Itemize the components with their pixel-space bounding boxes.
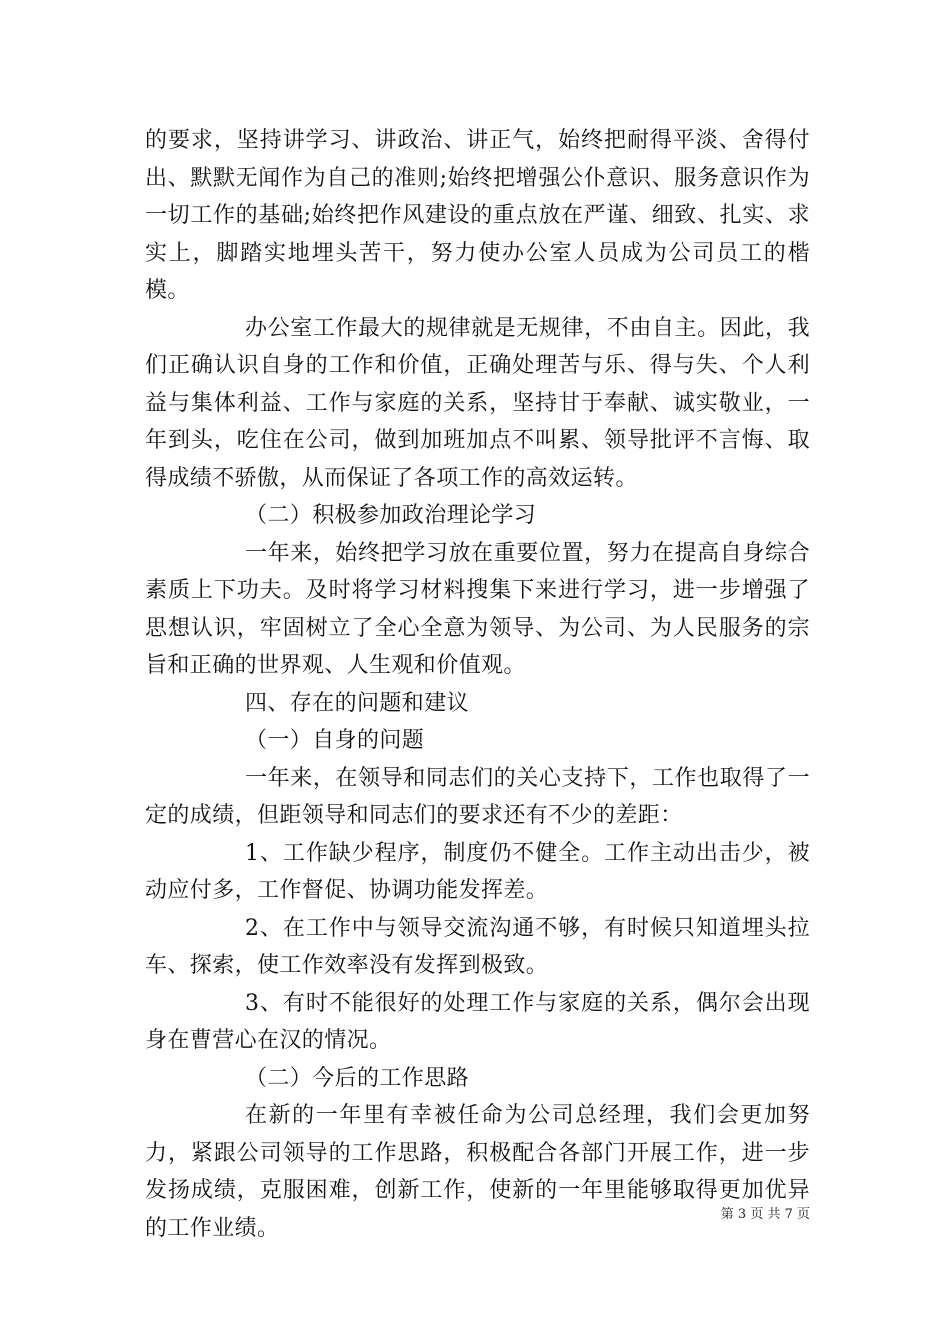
- paragraph: 在新的一年里有幸被任命为公司总经理，我们会更加努力，紧跟公司领导的工作思路，积极配合各部门开展工作，进一步发扬成绩，克服困难，创新工作，使新的一年里能够取得更加优异的工作业绩。: [145, 1103, 810, 1241]
- list-item: 3、有时不能很好的处理工作与家庭的关系，偶尔会出现身在曹营心在汉的情况。: [145, 990, 810, 1053]
- section-heading: （一）自身的问题: [245, 728, 425, 753]
- paragraph: 的要求，坚持讲学习、讲政治、讲正气，始终把耐得平淡、舍得付出、默默无闻作为自己的准则;始终把增强公仆意识、服务意识作为一切工作的基础;始终把作风建设的重点放在严谨、细致、扎实、求实上，脚踏实地埋头苦干，努力使办公室人员成为公司员工的楷模。: [145, 128, 810, 303]
- section-heading: （二）今后的工作思路: [245, 1065, 470, 1091]
- paragraph: 办公室工作最大的规律就是无规律，不由自主。因此，我们正确认识自身的工作和价值，正确处理苦与乐、得与失、个人利益与集体利益、工作与家庭的关系，坚持甘于奉献、诚实敬业，一年到头，吃住在公司，做到加班加点不叫累、领导批评不言悔、取得成绩不骄傲，从而保证了各项工作的高效运转。: [145, 315, 810, 491]
- paragraph: 一年来，始终把学习放在重要位置，努力在提高自身综合素质上下功夫。及时将学习材料搜集下来进行学习，进一步增强了思想认识，牢固树立了全心全意为领导、为公司、为人民服务的宗旨和正确的世界观、人生观和价值观。: [145, 540, 810, 678]
- section-heading: 四、存在的问题和建议: [245, 690, 470, 716]
- document-body: [145, 122, 810, 1247]
- paragraph: 一年来，在领导和同志们的关心支持下，工作也取得了一定的成绩，但距领导和同志们的要求还有不少的差距：: [145, 765, 810, 828]
- list-item: 1、工作缺少程序，制度仍不健全。工作主动出击少，被动应付多，工作督促、协调功能发挥差。: [145, 840, 810, 903]
- section-heading: （二）积极参加政治理论学习: [245, 503, 537, 528]
- page-number: 第 3 页 共 7 页: [720, 1207, 810, 1222]
- list-item: 2、在工作中与领导交流沟通不够，有时候只知道埋头拉车、探索，使工作效率没有发挥到极致。: [145, 915, 810, 978]
